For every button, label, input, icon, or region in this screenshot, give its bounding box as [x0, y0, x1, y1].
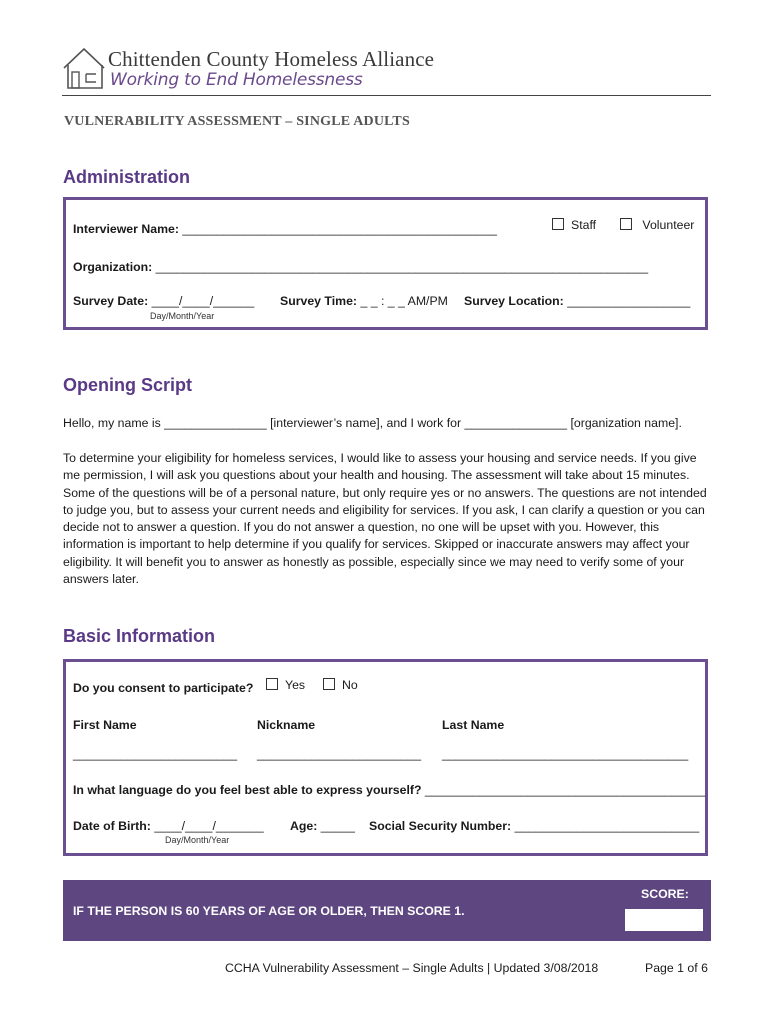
first-name-label: First Name	[73, 718, 137, 732]
consent-yes-label: Yes	[285, 678, 306, 692]
nickname-label: Nickname	[257, 718, 316, 732]
organization-field[interactable]: ________________________________________________________________________	[155, 260, 649, 274]
volunteer-checkbox[interactable]	[620, 218, 632, 230]
opening-script-intro: Hello, my name is _______________ [interviewer’s name], and I work for _______________ [organization name].	[63, 416, 682, 430]
last-name-label: Last Name	[442, 718, 505, 732]
consent-yes-checkbox[interactable]	[266, 678, 278, 690]
consent-label: Do you consent to participate?	[73, 681, 254, 695]
basic-information-heading: Basic Information	[63, 626, 216, 646]
house-logo-icon	[62, 44, 106, 90]
ssn-field[interactable]: ___________________________	[514, 819, 700, 833]
dob-label: Date of Birth:	[73, 819, 151, 833]
organization-tagline: Working to End Homelessness	[110, 70, 363, 90]
volunteer-label: Volunteer	[642, 218, 695, 232]
footer-page-number: Page 1 of 6	[645, 961, 708, 975]
nickname-field[interactable]: ________________________	[257, 747, 422, 761]
age-field[interactable]: _____	[320, 819, 355, 833]
survey-date-field[interactable]: ____/____/______	[151, 294, 255, 308]
basic-information-box	[63, 659, 708, 856]
survey-location-label: Survey Location:	[464, 294, 564, 308]
consent-no-label: No	[342, 678, 358, 692]
language-field[interactable]: _________________________________________	[424, 783, 706, 797]
survey-date-label: Survey Date:	[73, 294, 149, 308]
organization-label: Organization:	[73, 260, 153, 274]
header-divider	[62, 95, 711, 96]
dob-format-hint: Day/Month/Year	[165, 835, 230, 845]
consent-no-checkbox[interactable]	[323, 678, 335, 690]
first-name-field[interactable]: ________________________	[73, 747, 238, 761]
survey-time-label: Survey Time:	[280, 294, 358, 308]
last-name-field[interactable]: ____________________________________	[442, 747, 689, 761]
administration-heading: Administration	[63, 167, 191, 187]
score-label: SCORE:	[641, 887, 689, 901]
ssn-label: Social Security Number:	[369, 819, 512, 833]
scoring-instruction: IF THE PERSON IS 60 YEARS OF AGE OR OLDER, THEN SCORE 1.	[73, 904, 465, 918]
age-label: Age:	[290, 819, 318, 833]
opening-script-heading: Opening Script	[63, 375, 193, 395]
organization-name: Chittenden County Homeless Alliance	[108, 47, 435, 71]
survey-location-field[interactable]: __________________	[567, 294, 691, 308]
scoring-bar	[63, 880, 711, 941]
dob-field[interactable]: ____/____/_______	[154, 819, 264, 833]
document-title: VULNERABILITY ASSESSMENT – SINGLE ADULTS	[64, 114, 410, 129]
staff-label: Staff	[571, 218, 597, 232]
score-input[interactable]	[625, 909, 703, 931]
footer-document-info: CCHA Vulnerability Assessment – Single Adults | Updated 3/08/2018	[225, 961, 599, 975]
administration-box	[63, 197, 708, 330]
interviewer-name-field[interactable]: ______________________________________________	[182, 222, 497, 236]
survey-date-format-hint: Day/Month/Year	[150, 311, 215, 321]
staff-checkbox[interactable]	[552, 218, 564, 230]
opening-script-body: To determine your eligibility for homeless services, I would like to assess your housing and service needs. If you give me permission, I will ask you questions about your health and housing. The assessment will take about 15 minutes. Some of the questions will be of a personal nature, but only require yes or no answers. The questions are not intended to judge you, but to assess your current needs and eligibility for services. If you ask, I can clarify a question or you can decide not to answer a question. If you do not answer a question, no one will be upset with you. However, this information is important to help determine if you qualify for services. Skipped or inaccurate answers may affect your eligibility. It will benefit you to answer as honestly as possible, especially since we may need to verify some of your answers later.	[63, 451, 707, 587]
survey-time-field[interactable]: _ _ : _ _ AM/PM	[360, 294, 448, 308]
language-label: In what language do you feel best able to express yourself?	[73, 783, 422, 797]
interviewer-name-label: Interviewer Name:	[73, 222, 179, 236]
